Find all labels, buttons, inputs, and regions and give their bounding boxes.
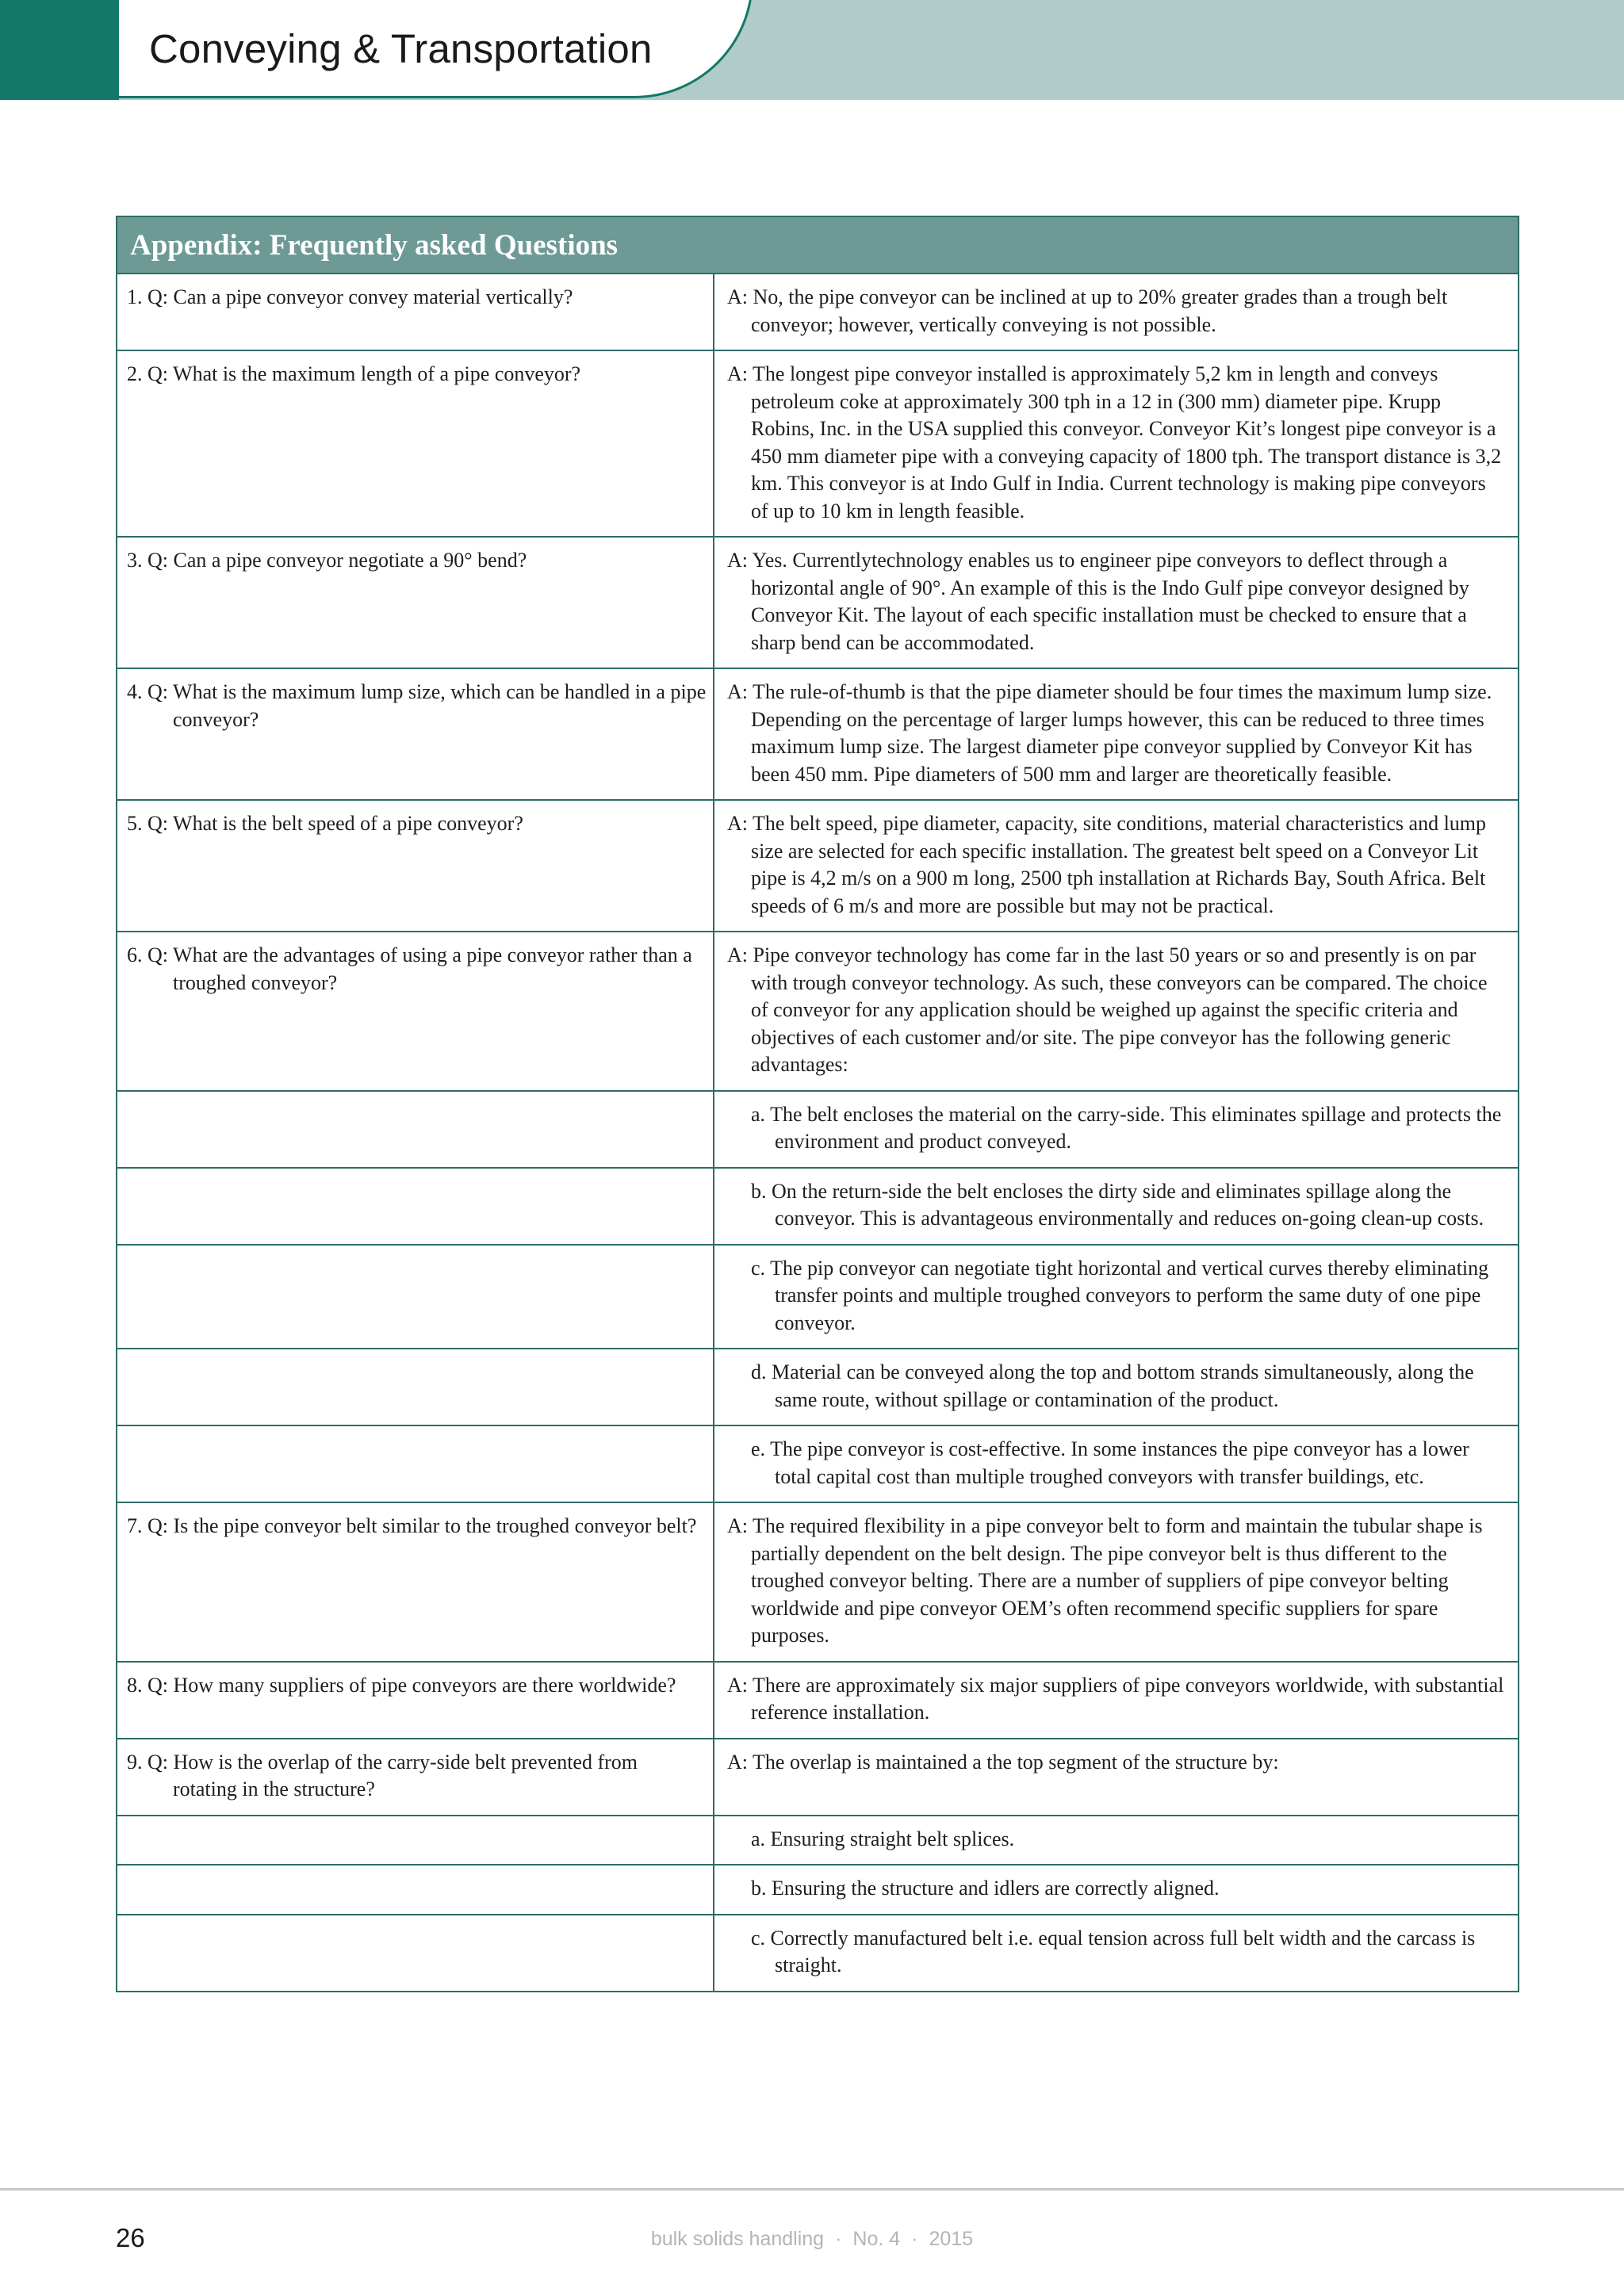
question-cell — [117, 668, 714, 800]
question-text: 2. Q: What is the maximum length of a pipe conveyor? — [127, 362, 581, 385]
answer-subpoint: c. Correctly manufactured belt i.e. equal tension across full belt width and the carcass is straight. — [751, 1926, 1476, 1976]
answer-subpoint: a. The belt encloses the material on the carry-side. This eliminates spillage and protects the environment and product conveyed. — [751, 1102, 1502, 1153]
answer-cell — [714, 1168, 1518, 1245]
answer-subpoint: a. Ensuring straight belt splices. — [751, 1827, 1015, 1850]
answer-text: A: The longest pipe conveyor installed is approximately 5,2 km in length and conveys petroleum coke at approximately 300 tph in a 12 in (300 mm) diameter pipe. Krupp Robins, Inc. in the USA supplied this conveyor. Conveyor Kit’s longest pipe conveyor is a 450 mm diameter pipe with a conveying capacity of 1800 tph. The transport distance is 3,2 km. This conveyor is at Indo Gulf in India. Current technology is making pipe conveyors of up to 10 km in length feasible. — [727, 362, 1502, 522]
answer-cell — [714, 1091, 1518, 1168]
header-accent-block — [0, 0, 119, 100]
answer-text: A: The rule-of-thumb is that the pipe diameter should be four times the maximum lump size. Depending on the percentage of larger lumps however, this can be reduced to three times maximum lump size. The largest diameter pipe conveyor supplied by Conveyor Kit has been 450 mm. Pipe diameters of 500 mm and larger are theoretically feasible. — [727, 680, 1492, 786]
faq-row — [117, 1739, 1518, 1816]
footer-publication-line — [0, 2228, 1624, 2251]
question-text: 5. Q: What is the belt speed of a pipe conveyor? — [127, 812, 523, 835]
faq-subpoint-row — [117, 1865, 1518, 1915]
faq-row — [117, 668, 1518, 800]
question-cell — [117, 1425, 714, 1502]
issue-number: No. 4 — [852, 2228, 901, 2250]
answer-cell — [714, 1425, 1518, 1502]
question-text: 6. Q: What are the advantages of using a pipe conveyor rather than a troughed conveyor? — [127, 943, 692, 994]
answer-cell — [714, 274, 1518, 350]
section-title: Conveying & Transportation — [149, 26, 653, 71]
answer-cell — [714, 800, 1518, 932]
question-text: 3. Q: Can a pipe conveyor negotiate a 90° bend? — [127, 549, 527, 572]
answer-text: A: No, the pipe conveyor can be inclined at up to 20% greater grades than a trough belt conveyor; however, vertically conveying is not possible. — [727, 285, 1448, 336]
question-cell — [117, 1915, 714, 1991]
answer-cell — [714, 1865, 1518, 1915]
answer-text: A: The overlap is maintained a the top segment of the structure by: — [727, 1750, 1279, 1774]
question-cell — [117, 1091, 714, 1168]
answer-text: A: Pipe conveyor technology has come far in the last 50 years or so and presently is on par with trough conveyor technology. As such, these conveyors can be compared. The choice of conveyor for any application should be weighed up against the specific criteria and objectives of each customer and/or site. The pipe conveyor has the following generic advantages: — [727, 943, 1488, 1076]
answer-text: A: The required flexibility in a pipe conveyor belt to form and maintain the tubular shape is partially dependent on the belt design. The pipe conveyor belt is thus different to the troughed conveyor belting. There are a number of suppliers of pipe conveyor belting worldwide and pipe conveyor OEM’s often recommend specific suppliers for spare purposes. — [727, 1514, 1483, 1647]
answer-subpoint: b. Ensuring the structure and idlers are correctly aligned. — [751, 1877, 1220, 1900]
question-text: 4. Q: What is the maximum lump size, which can be handled in a pipe conveyor? — [127, 680, 707, 731]
footer-separator: · — [911, 2228, 918, 2250]
question-cell — [117, 1662, 714, 1739]
question-cell — [117, 350, 714, 537]
answer-subpoint: e. The pipe conveyor is cost-effective. In some instances the pipe conveyor has a lower total capital cost than multiple troughed conveyors with transfer buildings, etc. — [751, 1437, 1469, 1488]
answer-cell — [714, 350, 1518, 537]
answer-cell — [714, 1739, 1518, 1816]
question-text: 7. Q: Is the pipe conveyor belt similar to the troughed conveyor belt? — [127, 1514, 697, 1537]
faq-subpoint-row — [117, 1349, 1518, 1425]
faq-subpoint-row — [117, 1425, 1518, 1502]
answer-subpoint: b. On the return-side the belt encloses the dirty side and eliminates spillage along the conveyor. This is advantageous environmentally and reduces on-going clean-up costs. — [751, 1179, 1484, 1230]
question-cell — [117, 274, 714, 350]
answer-cell — [714, 537, 1518, 668]
page-number: 26 — [116, 2223, 145, 2252]
answer-cell — [714, 1816, 1518, 1866]
answer-text: A: There are approximately six major suppliers of pipe conveyors worldwide, with substantial reference installation. — [727, 1673, 1504, 1724]
answer-cell — [714, 1245, 1518, 1349]
issue-year: 2015 — [929, 2228, 974, 2250]
publication-name: bulk solids handling — [650, 2228, 825, 2250]
faq-row — [117, 1502, 1518, 1662]
question-cell — [117, 1502, 714, 1662]
question-cell — [117, 537, 714, 668]
question-cell — [117, 1739, 714, 1816]
question-cell — [117, 800, 714, 932]
answer-cell — [714, 668, 1518, 800]
question-cell — [117, 1816, 714, 1866]
faq-subpoint-row — [117, 1091, 1518, 1168]
faq-table-body — [117, 274, 1518, 1991]
faq-row — [117, 1662, 1518, 1739]
page-header — [0, 0, 1624, 101]
question-cell — [117, 1245, 714, 1349]
answer-text: A: Yes. Currentlytechnology enables us to engineer pipe conveyors to deflect through a horizontal angle of 90°. An example of this is the Indo Gulf pipe conveyor designed by Conveyor Kit. The layout of each specific installation must be checked to ensure that a sharp bend can be accommodated. — [727, 549, 1469, 654]
question-cell — [117, 932, 714, 1091]
question-cell — [117, 1168, 714, 1245]
answer-text: A: The belt speed, pipe diameter, capacity, site conditions, material characteristics and lump size are selected for each specific installation. The greatest belt speed on a Conveyor Lit pipe is 4,2 m/s on a 900 m long, 2500 tph installation at Richards Bay, South Africa. Belt speeds of 6 m/s and more are possible but may not be practical. — [727, 812, 1487, 917]
answer-cell — [714, 1662, 1518, 1739]
question-text: 8. Q: How many suppliers of pipe conveyors are there worldwide? — [127, 1673, 676, 1697]
answer-subpoint: c. The pip conveyor can negotiate tight horizontal and vertical curves thereby eliminating transfer points and multiple troughed conveyors to perform the same duty of one pipe conveyor. — [751, 1256, 1489, 1334]
faq-row — [117, 800, 1518, 932]
question-cell — [117, 1865, 714, 1915]
faq-subpoint-row — [117, 1245, 1518, 1349]
footer-separator: · — [835, 2228, 842, 2250]
answer-subpoint: d. Material can be conveyed along the top and bottom strands simultaneously, along the same route, without spillage or contamination of the product. — [751, 1360, 1474, 1411]
faq-subpoint-row — [117, 1168, 1518, 1245]
footer-rule — [0, 2188, 1624, 2191]
answer-cell — [714, 1502, 1518, 1662]
faq-subpoint-row — [117, 1816, 1518, 1866]
faq-subpoint-row — [117, 1915, 1518, 1991]
question-text: 9. Q: How is the overlap of the carry-side belt prevented from rotating in the structure? — [127, 1750, 638, 1800]
answer-cell — [714, 932, 1518, 1091]
faq-table — [117, 274, 1518, 1991]
question-cell — [117, 1349, 714, 1425]
faq-row — [117, 537, 1518, 668]
faq-row — [117, 274, 1518, 350]
question-text: 1. Q: Can a pipe conveyor convey material vertically? — [127, 285, 573, 308]
faq-table-title: Appendix: Frequently asked Questions — [117, 217, 1518, 274]
faq-row — [117, 932, 1518, 1091]
answer-cell — [714, 1349, 1518, 1425]
faq-row — [117, 350, 1518, 537]
faq-table-box — [116, 216, 1519, 1992]
answer-cell — [714, 1915, 1518, 1991]
